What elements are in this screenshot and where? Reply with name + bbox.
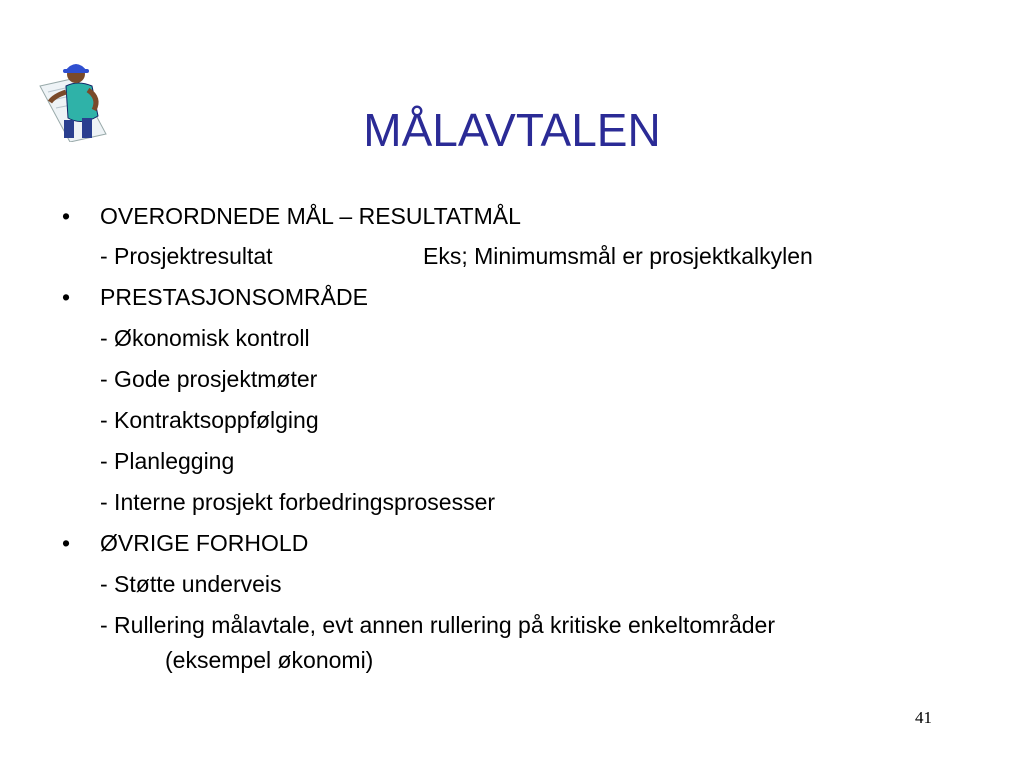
bullet-marker: • xyxy=(62,203,71,229)
section-heading: OVERORDNEDE MÅL – RESULTATMÅL xyxy=(100,203,521,229)
list-item: - Støtte underveis xyxy=(100,571,282,597)
list-item: - Økonomisk kontroll xyxy=(100,325,310,351)
list-item-continuation: (eksempel økonomi) xyxy=(165,647,374,673)
bullet-marker: • xyxy=(62,530,71,556)
slide-title: MÅLAVTALEN xyxy=(363,104,661,156)
list-item: - Interne prosjekt forbedringsprosesser xyxy=(100,489,496,515)
list-item: - Prosjektresultat xyxy=(100,243,273,269)
page-number: 41 xyxy=(915,708,932,727)
list-item: - Gode prosjektmøter xyxy=(100,366,318,392)
list-item-note: Eks; Minimumsmål er prosjektkalkylen xyxy=(423,243,813,269)
bullet-marker: • xyxy=(62,284,71,310)
list-item: - Planlegging xyxy=(100,448,235,474)
list-item: - Kontraktsoppfølging xyxy=(100,407,319,433)
section-heading: PRESTASJONSOMRÅDE xyxy=(100,284,368,310)
list-item: - Rullering målavtale, evt annen rullering på kritiske enkeltområder xyxy=(100,612,775,638)
section-heading: ØVRIGE FORHOLD xyxy=(100,530,309,556)
